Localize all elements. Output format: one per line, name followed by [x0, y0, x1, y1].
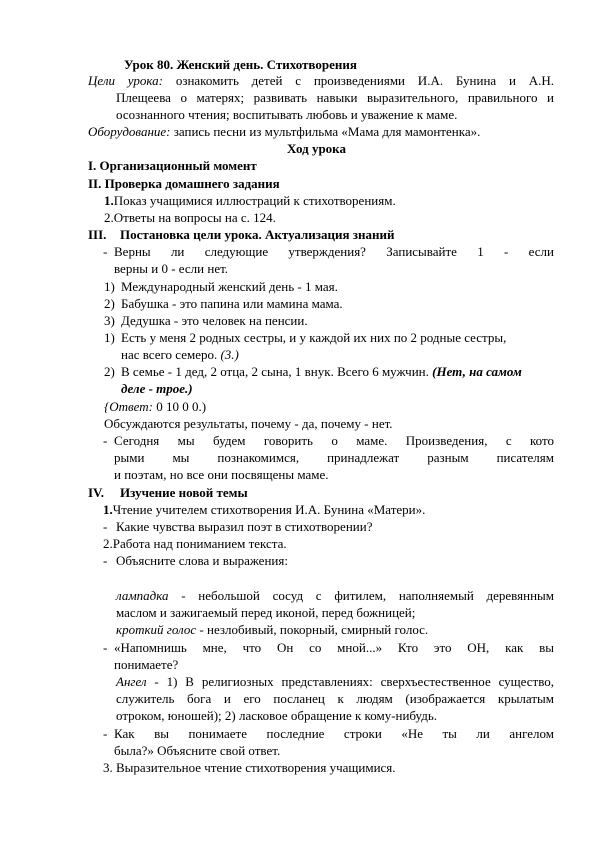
- answer-label: {Ответ:: [104, 399, 153, 414]
- riddle-1-text: Есть у меня 2 родных сестры, и у каждой их них по 2 родные сестры,: [121, 330, 507, 345]
- lesson-goals-line-1: [88, 73, 554, 89]
- bullet-dash: -: [103, 726, 108, 741]
- lesson-goals-line-2: Плещеева о матерях; развивать навыки выразительного, правильного и: [116, 90, 554, 105]
- statement-3-text: Дедушка - это человек на пенсии.: [121, 313, 308, 328]
- section-4-number: IV.: [88, 485, 105, 500]
- last-lines-question-1: Как вы понимаете последние строки «Не ты ли ангелом: [114, 726, 554, 741]
- statement-3-number: 3): [104, 313, 115, 328]
- question-feelings: Какие чувства выразил поэт в стихотворении?: [116, 519, 373, 534]
- bullet-dash: -: [103, 640, 108, 655]
- bullet-dash: -: [103, 553, 108, 568]
- section-2-item-1: [104, 193, 396, 209]
- section-2-item-2: 2.Ответы на вопросы на с. 124.: [104, 210, 276, 225]
- term-angel: Ангел -: [116, 674, 159, 689]
- step-3: 3. Выразительное чтение стихотворения учащимися.: [103, 760, 396, 775]
- question-explain: Объясните слова и выражения:: [116, 553, 288, 568]
- statement-1-text: Международный женский день - 1 мая.: [121, 279, 338, 294]
- item-number: 1.: [104, 193, 114, 208]
- riddle-2-main: В семье - 1 дед, 2 отца, 2 сына, 1 внук. Всего 6 мужчин.: [121, 364, 429, 379]
- step-1: [103, 502, 425, 518]
- statement-2-text: Бабушка - это папина или мамина мама.: [121, 296, 343, 311]
- lesson-equipment: [88, 124, 480, 140]
- step-1-text: Чтение учителем стихотворения И.А. Бунина «Матери».: [112, 502, 426, 517]
- quote-question-line-1: «Напомнишь мне, что Он со мной...» Кто это ОН, как вы: [114, 640, 554, 655]
- bullet-dash: -: [103, 519, 108, 534]
- goals-label: Цели урока:: [88, 73, 163, 88]
- riddle-1-number: 1): [104, 330, 115, 345]
- goals-text: ознакомить детей с произведениями И.А. Бунина и А.Н.: [175, 73, 555, 88]
- course-heading: Ход урока: [287, 141, 346, 156]
- section-2-heading: II. Проверка домашнего задания: [88, 176, 280, 191]
- section-3-number: III.: [88, 227, 107, 242]
- riddle-2-hint: (Нет, на самом: [432, 364, 522, 379]
- step-2: 2.Работа над пониманием текста.: [103, 536, 287, 551]
- discussion-line: Обсуждаются результаты, почему - да, почему - нет.: [104, 416, 393, 431]
- answer-line: [104, 399, 206, 415]
- last-lines-question-2: была?» Объясните свой ответ.: [114, 743, 281, 758]
- equipment-label: Оборудование:: [88, 124, 171, 139]
- riddle-2-number: 2): [104, 364, 115, 379]
- lesson-title: Урок 80. Женский день. Стихотворения: [124, 57, 357, 72]
- intro-line-1: Сегодня мы будем говорить о маме. Произведения, с кото: [114, 433, 554, 448]
- definition-angel-line-1: [116, 674, 554, 690]
- riddle-1-continuation: [121, 347, 239, 363]
- definition-angel-line-2: служитель бога и его посланец к людям (изображается крылатым: [116, 691, 554, 706]
- section-4-heading: Изучение новой темы: [120, 485, 248, 500]
- term-lampadka: лампадка -: [116, 588, 186, 603]
- equipment-text: запись песни из мультфильма «Мама для мамонтенка».: [173, 124, 481, 139]
- statement-2-number: 2): [104, 296, 115, 311]
- statement-1-number: 1): [104, 279, 115, 294]
- question-line-2: верны и 0 - если нет.: [114, 261, 229, 276]
- step-1-number: 1.: [103, 502, 113, 517]
- question-line-1: Верны ли следующие утверждения? Записывайте 1 - если: [114, 244, 554, 259]
- riddle-1-cont-text: нас всего семеро.: [121, 347, 218, 362]
- riddle-1-hint: (3.): [220, 347, 239, 362]
- riddle-2-hint-continuation: деле - трое.): [121, 381, 193, 396]
- bullet-dash: -: [103, 244, 108, 259]
- krotkiy-golos-def: незлобивый, покорный, смирный голос.: [206, 622, 429, 637]
- answer-value: 0 10 0 0.): [156, 399, 207, 414]
- definition-lampadka-line-2: маслом и зажигаемый перед иконой, перед божницей;: [116, 605, 416, 620]
- section-3-heading: Постановка цели урока. Актуализация знаний: [120, 227, 395, 242]
- quote-question-line-2: понимаете?: [114, 657, 179, 672]
- definition-angel-line-3: отроком, юношей); 2) ласковое обращение к кому-нибудь.: [116, 708, 438, 723]
- lesson-goals-line-3: осознанного чтения; воспитывать любовь и уважение к маме.: [116, 107, 458, 122]
- intro-line-3: и поэтам, но все они посвящены маме.: [114, 467, 329, 482]
- item-text: Показ учащимися иллюстраций к стихотворениям.: [113, 193, 396, 208]
- definition-lampadka-line-1: [116, 588, 554, 604]
- term-krotkiy-golos: кроткий голос -: [116, 622, 204, 637]
- definition-krotkiy-golos: [116, 622, 428, 638]
- lampadka-def: небольшой сосуд с фитилем, наполняемый деревянным: [198, 588, 554, 603]
- intro-line-2: рыми мы познакомимся, принадлежат разным писателям: [114, 450, 554, 465]
- angel-def: 1) В религиозных представлениях: сверхъестественное существо,: [166, 674, 555, 689]
- riddle-2-text: [121, 364, 522, 380]
- section-1-heading: I. Организационный момент: [88, 158, 257, 173]
- bullet-dash: -: [103, 433, 108, 448]
